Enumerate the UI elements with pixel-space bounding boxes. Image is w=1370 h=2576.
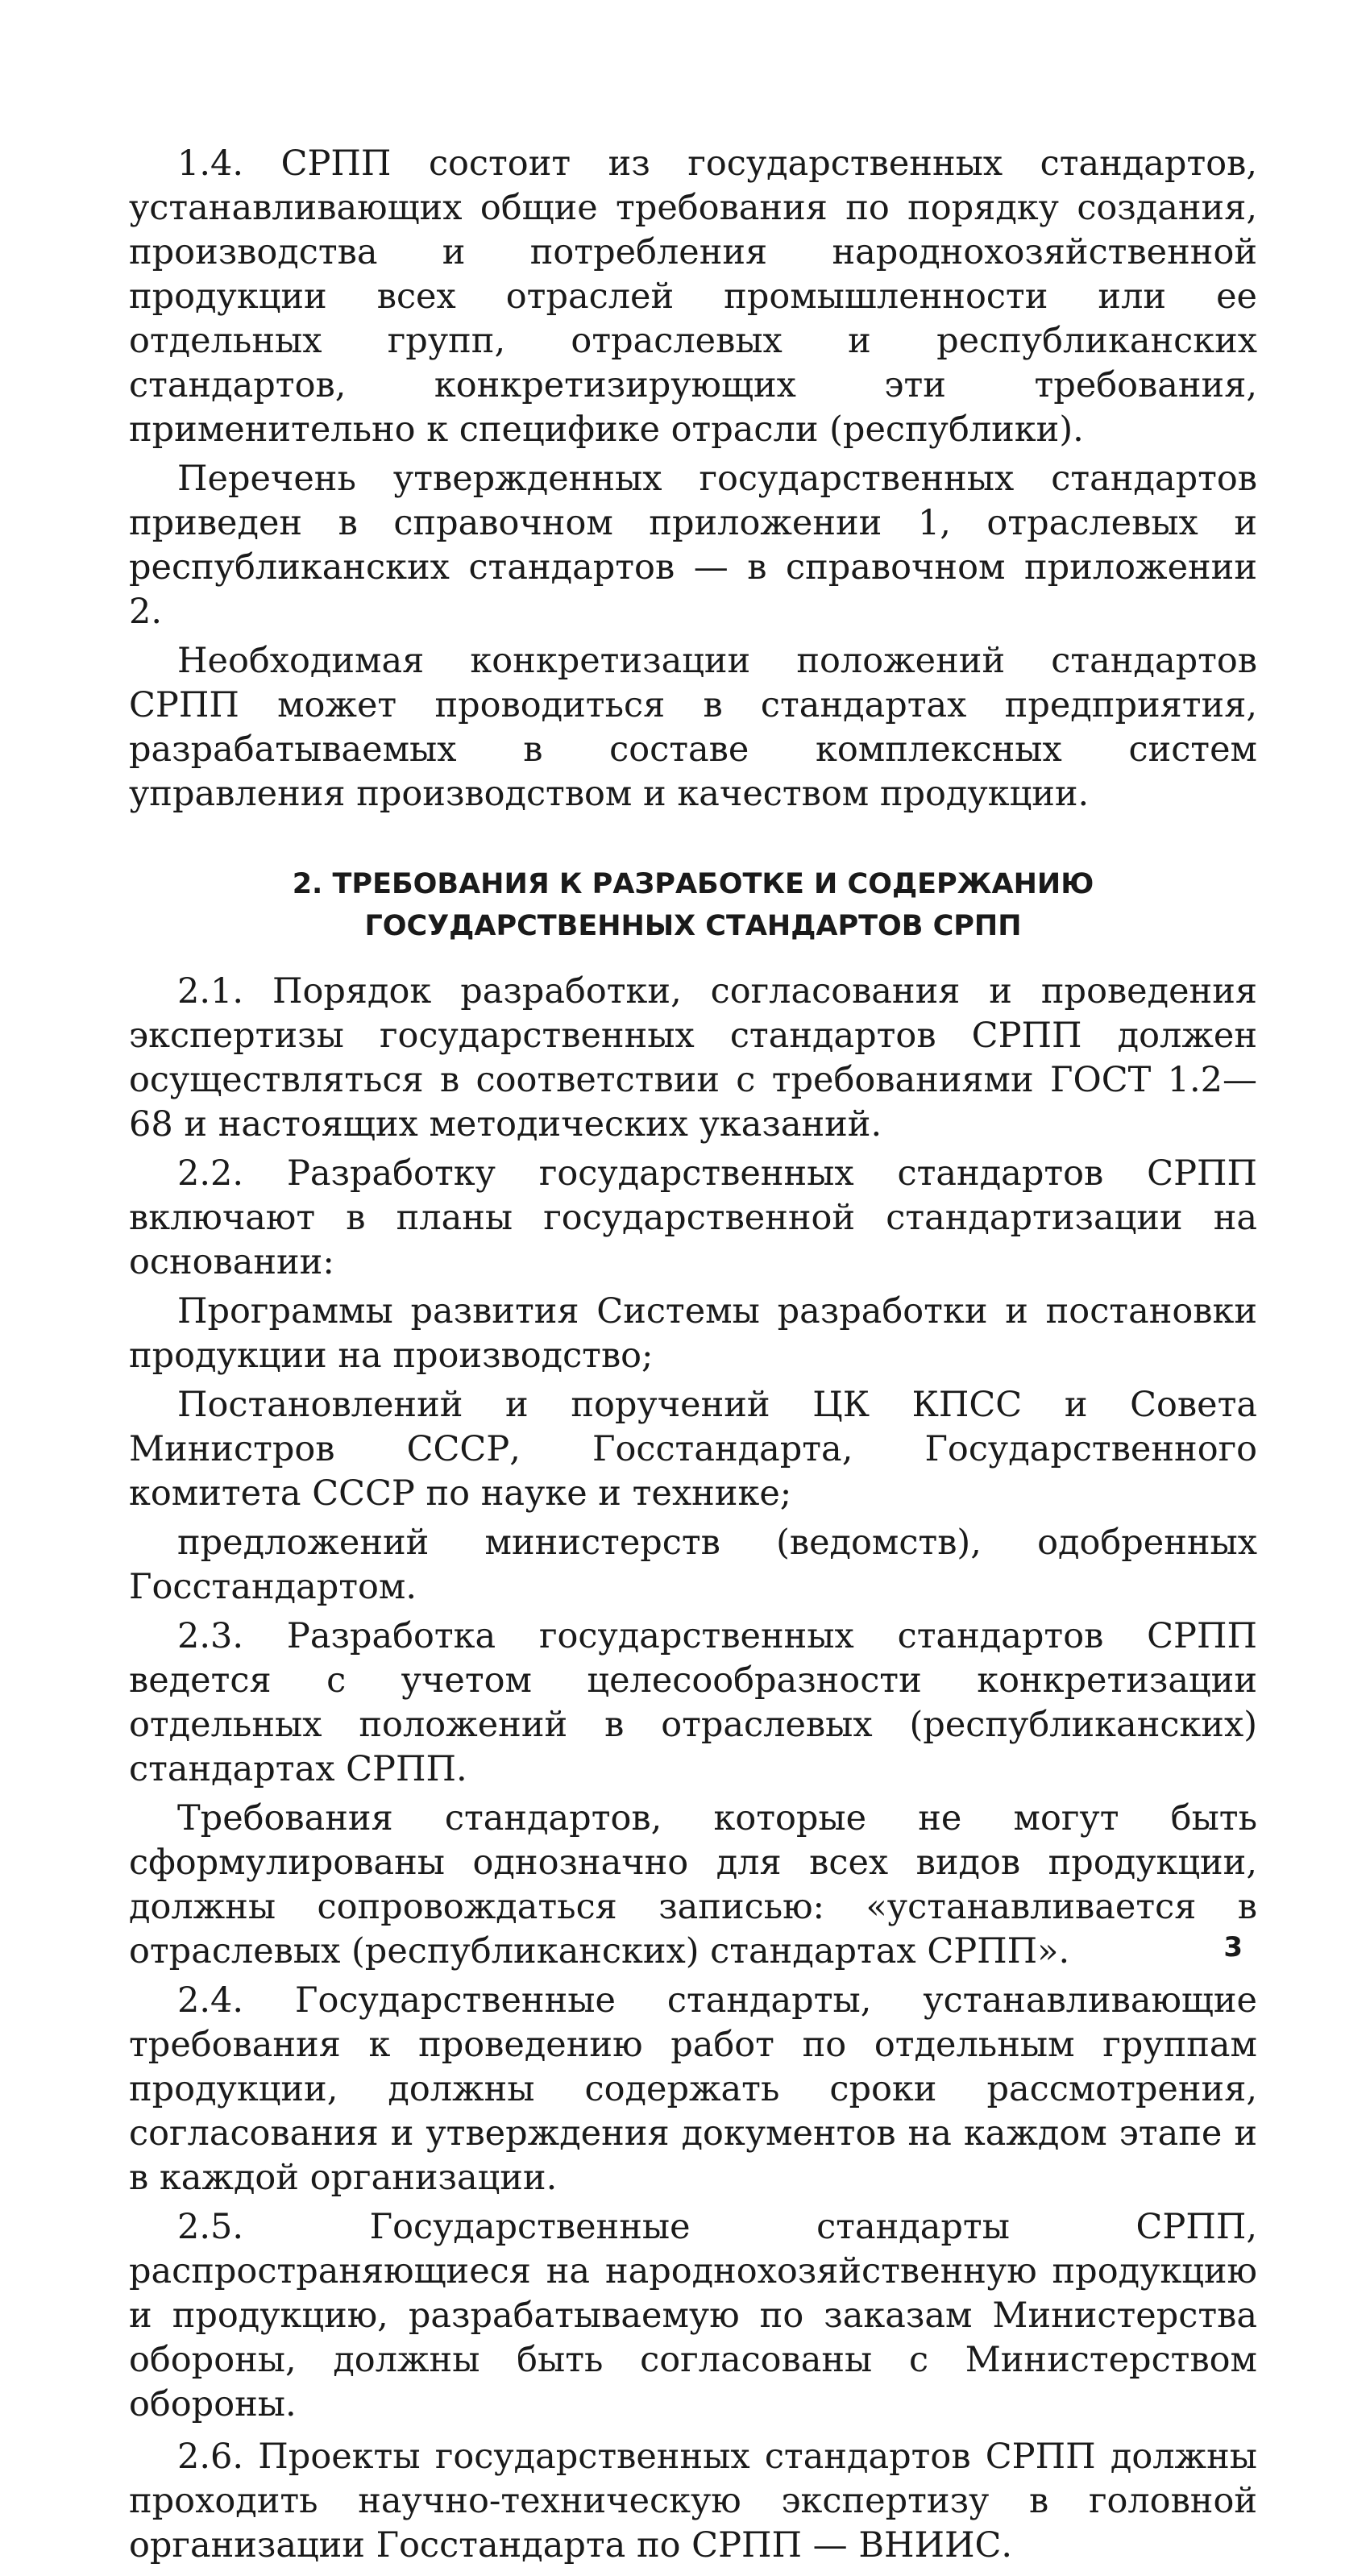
paragraph-2-4: 2.4. Государственные стандарты, устанавливающие требования к проведению работ по отдельным группам продукции, должны содержать сроки рассмотрения, согласования и утверждения документов на каждом этапе и в каждой организации. <box>129 1980 1257 2198</box>
page-number: 3 <box>1223 1931 1243 1963</box>
section-2-heading-line-2: ГОСУДАРСТВЕННЫХ СТАНДАРТОВ СРПП <box>364 910 1022 942</box>
paragraph-2-6: 2.6. Проекты государственных стандартов СРПП должны проходить научно-техническую экспертизу в головной организации Госстандарта по СРПП — ВНИИС. <box>129 2437 1257 2566</box>
paragraph-standards-list: Перечень утвержденных государственных стандартов приведен в справочном приложении 1, отраслевых и республиканских стандартов — в справочном приложении 2. <box>129 459 1257 632</box>
paragraph-2-3: 2.3. Разработка государственных стандартов СРПП ведется с учетом целесообразности конкретизации отдельных положений в отраслевых (республиканских) стандартах СРПП. <box>129 1616 1257 1789</box>
paragraph-2-2-program: Программы развития Системы разработки и постановки продукции на производство; <box>129 1291 1257 1376</box>
document-page <box>129 142 1257 2576</box>
paragraph-1-4: 1.4. СРПП состоит из государственных стандартов, устанавливающих общие требования по порядку создания, производства и потребления народнохозяйственной продукции всех отраслей промышленности или ее отдельных групп, отраслевых и республиканских стандартов, конкретизирующих эти требования, применительно к специфике отрасли (республики). <box>129 143 1257 450</box>
paragraph-2-2: 2.2. Разработку государственных стандартов СРПП включают в планы государственной стандартизации на основании: <box>129 1153 1257 1282</box>
paragraph-2-5: 2.5. Государственные стандарты СРПП, распространяющиеся на народнохозяйственную продукцию и продукцию, разрабатываемую по заказам Министерства обороны, должны быть согласованы с Министерством обороны. <box>129 2207 1257 2424</box>
paragraph-2-2-resolutions: Постановлений и поручений ЦК КПСС и Совета Министров СССР, Госстандарта, Государственного комитета СССР по науке и технике; <box>129 1385 1257 1514</box>
section-2-heading <box>129 863 1257 947</box>
paragraph-2-2-proposals: предложений министерств (ведомств), одобренных Госстандартом. <box>129 1523 1257 1607</box>
section-2-heading-line-1: 2. ТРЕБОВАНИЯ К РАЗРАБОТКЕ И СОДЕРЖАНИЮ <box>292 868 1094 900</box>
paragraph-concretization: Необходимая конкретизации положений стандартов СРПП может проводиться в стандартах предприятия, разрабатываемых в составе комплексных систем управления производством и качеством продукции. <box>129 641 1257 814</box>
paragraph-2-3-requirements: Требования стандартов, которые не могут быть сформулированы однозначно для всех видов продукции, должны сопровождаться записью: «устанавливается в отраслевых (республиканских) стандартах СРПП». <box>129 1798 1257 1971</box>
paragraph-2-1: 2.1. Порядок разработки, согласования и проведения экспертизы государственных стандартов СРПП должен осуществляться в соответствии с требованиями ГОСТ 1.2—68 и настоящих методических указаний. <box>129 971 1257 1145</box>
